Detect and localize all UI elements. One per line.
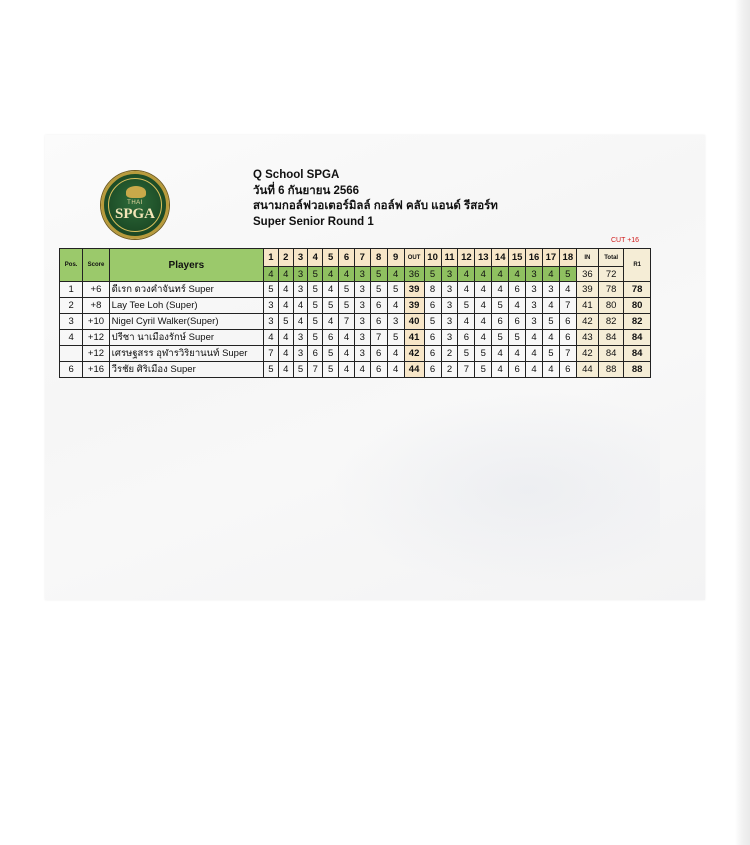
hole-score: 4 <box>492 282 509 298</box>
hole-score: 7 <box>458 361 475 377</box>
player-name: Lay Tee Loh (Super) <box>109 298 263 314</box>
par-value: 4 <box>278 267 293 282</box>
hole-score: 6 <box>509 282 526 298</box>
hole-score: 3 <box>387 313 404 329</box>
hole-score: 4 <box>387 361 404 377</box>
hole-score: 3 <box>293 345 308 361</box>
hole-score: 3 <box>441 298 458 314</box>
par-value: 4 <box>387 267 404 282</box>
hole-score: 3 <box>354 345 370 361</box>
hole-score: 5 <box>278 313 293 329</box>
hole-score: 5 <box>458 298 475 314</box>
hole-score: 5 <box>308 313 323 329</box>
hole-score: 5 <box>339 282 355 298</box>
hole-score: 7 <box>339 313 355 329</box>
hole-score: 4 <box>278 345 293 361</box>
player-row <box>60 329 651 345</box>
hole-score: 5 <box>293 361 308 377</box>
hole-number: 1 <box>264 249 279 267</box>
hole-score: 6 <box>559 329 576 345</box>
hole-score: 5 <box>492 298 509 314</box>
hole-score: 3 <box>354 329 370 345</box>
score-cell: +8 <box>83 298 109 314</box>
hole-score: 3 <box>542 282 559 298</box>
hole-number: 6 <box>339 249 355 267</box>
par-value: 5 <box>370 267 387 282</box>
hole-score: 6 <box>424 361 441 377</box>
hole-score: 4 <box>339 329 355 345</box>
hole-score: 6 <box>509 313 526 329</box>
par-value: 4 <box>542 267 559 282</box>
player-row <box>60 313 651 329</box>
out-score: 44 <box>404 361 424 377</box>
hole-score: 4 <box>387 298 404 314</box>
photo-shadow <box>330 390 660 590</box>
par-value: 4 <box>264 267 279 282</box>
hole-number: 9 <box>387 249 404 267</box>
hole-score: 4 <box>526 361 543 377</box>
hole-score: 4 <box>278 329 293 345</box>
par-value: 5 <box>559 267 576 282</box>
par-value: 5 <box>424 267 441 282</box>
hole-score: 5 <box>308 329 323 345</box>
hole-score: 4 <box>475 329 492 345</box>
out-score: 41 <box>404 329 424 345</box>
position-cell <box>60 345 83 361</box>
hole-score: 2 <box>441 361 458 377</box>
hole-number: 4 <box>308 249 323 267</box>
in-score: 43 <box>576 329 598 345</box>
hole-number: 15 <box>509 249 526 267</box>
hole-number: 18 <box>559 249 576 267</box>
par-value: 3 <box>293 267 308 282</box>
player-name: ดีเรก ดวงคำจันทร์ Super <box>109 282 263 298</box>
r1-score: 78 <box>624 282 651 298</box>
in-score: 41 <box>576 298 598 314</box>
score-cell: +16 <box>83 361 109 377</box>
par-value: 4 <box>458 267 475 282</box>
hole-score: 6 <box>509 361 526 377</box>
par-value: 4 <box>323 267 339 282</box>
player-name: เศรษฐสรร อุฬารวิริยานนท์ Super <box>109 345 263 361</box>
hole-score: 6 <box>559 313 576 329</box>
par-value: 4 <box>339 267 355 282</box>
hole-score: 4 <box>354 361 370 377</box>
spga-logo <box>101 171 169 239</box>
hole-score: 6 <box>370 345 387 361</box>
hole-score: 5 <box>323 298 339 314</box>
hole-score: 3 <box>441 282 458 298</box>
hole-score: 5 <box>308 282 323 298</box>
logo-top-text: THAI <box>127 200 143 206</box>
hole-score: 4 <box>492 361 509 377</box>
hole-number: 8 <box>370 249 387 267</box>
hole-score: 4 <box>323 282 339 298</box>
hole-score: 5 <box>542 313 559 329</box>
hole-score: 4 <box>492 345 509 361</box>
hole-score: 5 <box>264 361 279 377</box>
par-value: 4 <box>492 267 509 282</box>
r1-score: 82 <box>624 313 651 329</box>
total-score: 78 <box>598 282 623 298</box>
hole-score: 4 <box>542 298 559 314</box>
pos-header: Pos. <box>60 249 83 282</box>
out-score: 39 <box>404 282 424 298</box>
hole-score: 5 <box>542 345 559 361</box>
hole-score: 3 <box>526 298 543 314</box>
hole-score: 4 <box>458 282 475 298</box>
hole-score: 4 <box>278 282 293 298</box>
hole-score: 6 <box>424 329 441 345</box>
hole-number: 7 <box>354 249 370 267</box>
player-name: วีรชัย ศิริเมือง Super <box>109 361 263 377</box>
position-cell: 6 <box>60 361 83 377</box>
total-score: 82 <box>598 313 623 329</box>
hole-score: 6 <box>492 313 509 329</box>
out-header: OUT <box>404 249 424 267</box>
hole-score: 4 <box>526 345 543 361</box>
in-header: IN <box>576 249 598 267</box>
hole-score: 5 <box>339 298 355 314</box>
total-score: 84 <box>598 329 623 345</box>
hole-score: 4 <box>293 298 308 314</box>
player-row <box>60 345 651 361</box>
hole-score: 5 <box>323 345 339 361</box>
hole-number: 11 <box>441 249 458 267</box>
par-value: 5 <box>308 267 323 282</box>
hole-score: 3 <box>526 313 543 329</box>
hole-score: 6 <box>559 361 576 377</box>
hole-number: 3 <box>293 249 308 267</box>
in-score: 39 <box>576 282 598 298</box>
scorecard-table <box>59 248 651 378</box>
hole-score: 6 <box>370 298 387 314</box>
hole-score: 4 <box>278 298 293 314</box>
hole-number: 13 <box>475 249 492 267</box>
par-value: 4 <box>509 267 526 282</box>
holes-header-row <box>60 249 651 267</box>
total-header: Total <box>598 249 623 267</box>
player-row <box>60 282 651 298</box>
hole-score: 3 <box>293 282 308 298</box>
par-value: 3 <box>441 267 458 282</box>
cut-label: CUT +16 <box>611 237 640 244</box>
hole-score: 6 <box>458 329 475 345</box>
hole-score: 5 <box>264 282 279 298</box>
hole-score: 2 <box>441 345 458 361</box>
hole-score: 3 <box>526 282 543 298</box>
r1-score: 80 <box>624 298 651 314</box>
hole-score: 4 <box>509 298 526 314</box>
out-score: 42 <box>404 345 424 361</box>
hole-score: 6 <box>370 313 387 329</box>
par-value: 3 <box>354 267 370 282</box>
hole-score: 3 <box>354 313 370 329</box>
hole-score: 3 <box>441 313 458 329</box>
out-score: 40 <box>404 313 424 329</box>
hole-score: 5 <box>475 345 492 361</box>
hole-score: 3 <box>264 298 279 314</box>
hole-score: 4 <box>542 329 559 345</box>
hole-score: 8 <box>424 282 441 298</box>
hole-score: 4 <box>509 345 526 361</box>
hole-score: 4 <box>293 313 308 329</box>
golfer-icon <box>126 186 146 198</box>
hole-score: 4 <box>387 345 404 361</box>
hole-score: 7 <box>370 329 387 345</box>
logo-main-text: SPGA <box>114 206 155 222</box>
hole-score: 5 <box>387 282 404 298</box>
hole-score: 5 <box>424 313 441 329</box>
score-cell: +12 <box>83 345 109 361</box>
r1-header: R1 <box>624 249 651 282</box>
out-score: 39 <box>404 298 424 314</box>
par-value: 3 <box>526 267 543 282</box>
hole-score: 4 <box>339 361 355 377</box>
position-cell: 2 <box>60 298 83 314</box>
hole-score: 5 <box>475 361 492 377</box>
hole-score: 6 <box>323 329 339 345</box>
event-header <box>253 168 498 230</box>
hole-score: 4 <box>475 298 492 314</box>
hole-score: 4 <box>264 329 279 345</box>
par-value: 4 <box>475 267 492 282</box>
position-cell: 3 <box>60 313 83 329</box>
hole-number: 17 <box>542 249 559 267</box>
hole-score: 7 <box>559 298 576 314</box>
in-score: 44 <box>576 361 598 377</box>
r1-score: 84 <box>624 345 651 361</box>
hole-score: 4 <box>559 282 576 298</box>
hole-score: 3 <box>293 329 308 345</box>
hole-score: 4 <box>475 313 492 329</box>
hole-score: 7 <box>308 361 323 377</box>
hole-score: 4 <box>475 282 492 298</box>
hole-score: 4 <box>458 313 475 329</box>
in-score: 42 <box>576 345 598 361</box>
total-score: 84 <box>598 345 623 361</box>
par-out: 36 <box>404 267 424 282</box>
hole-score: 4 <box>542 361 559 377</box>
hole-score: 6 <box>424 345 441 361</box>
hole-score: 3 <box>441 329 458 345</box>
hole-score: 6 <box>308 345 323 361</box>
r1-score: 84 <box>624 329 651 345</box>
hole-score: 5 <box>370 282 387 298</box>
event-date: วันที่ 6 กันยายน 2566 <box>253 184 360 197</box>
hole-score: 7 <box>559 345 576 361</box>
total-score: 88 <box>598 361 623 377</box>
hole-number: 10 <box>424 249 441 267</box>
hole-score: 5 <box>323 361 339 377</box>
hole-number: 16 <box>526 249 543 267</box>
hole-score: 4 <box>323 313 339 329</box>
position-cell: 1 <box>60 282 83 298</box>
hole-score: 5 <box>387 329 404 345</box>
total-score: 80 <box>598 298 623 314</box>
hole-score: 5 <box>308 298 323 314</box>
players-header: Players <box>109 249 263 282</box>
hole-number: 2 <box>278 249 293 267</box>
r1-score: 88 <box>624 361 651 377</box>
hole-score: 5 <box>458 345 475 361</box>
hole-score: 3 <box>354 298 370 314</box>
hole-score: 5 <box>509 329 526 345</box>
hole-score: 6 <box>424 298 441 314</box>
par-total: 72 <box>598 267 623 282</box>
player-row <box>60 298 651 314</box>
player-name: Nigel Cyril Walker(Super) <box>109 313 263 329</box>
hole-number: 12 <box>458 249 475 267</box>
player-row <box>60 361 651 377</box>
hole-score: 7 <box>264 345 279 361</box>
in-score: 42 <box>576 313 598 329</box>
score-cell: +6 <box>83 282 109 298</box>
hole-number: 14 <box>492 249 509 267</box>
event-division: Super Senior Round 1 <box>253 215 374 228</box>
hole-score: 6 <box>370 361 387 377</box>
hole-score: 4 <box>339 345 355 361</box>
hole-number: 5 <box>323 249 339 267</box>
score-cell: +12 <box>83 329 109 345</box>
score-cell: +10 <box>83 313 109 329</box>
event-title: Q School SPGA <box>253 169 340 181</box>
player-name: ปรีชา นาเมืองรักษ์ Super <box>109 329 263 345</box>
hole-score: 4 <box>526 329 543 345</box>
par-in: 36 <box>576 267 598 282</box>
hole-score: 3 <box>264 313 279 329</box>
score-header: Score <box>83 249 109 282</box>
event-venue: สนามกอล์ฟวอเตอร์มิลล์ กอล์ฟ คลับ แอนด์ รีสอร์ท <box>253 200 498 212</box>
hole-score: 3 <box>354 282 370 298</box>
position-cell: 4 <box>60 329 83 345</box>
hole-score: 5 <box>492 329 509 345</box>
hole-score: 4 <box>278 361 293 377</box>
